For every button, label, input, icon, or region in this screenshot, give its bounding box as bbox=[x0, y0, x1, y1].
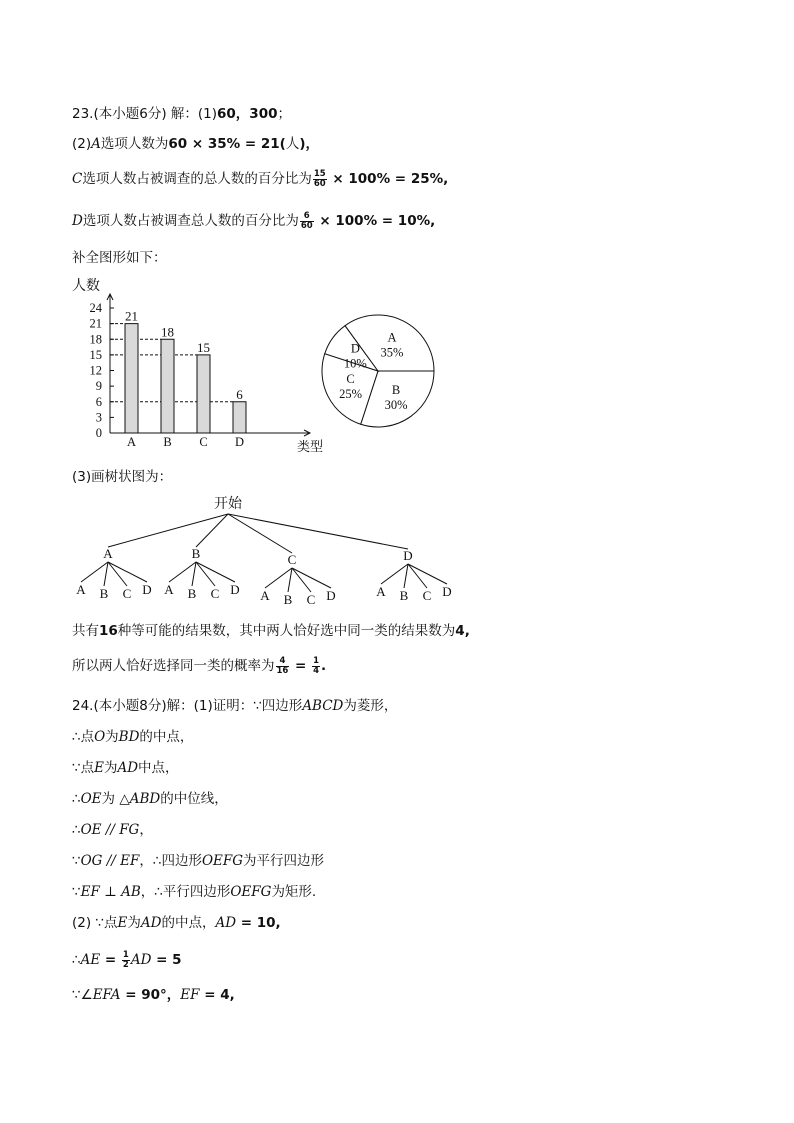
tree-branch bbox=[381, 564, 408, 584]
q24-line-6 bbox=[72, 851, 324, 871]
denominator: 4 bbox=[313, 665, 319, 676]
text: ∵ bbox=[72, 884, 81, 900]
math-var: OE bbox=[80, 791, 102, 807]
tree-branch bbox=[292, 568, 311, 592]
text: 为矩形. bbox=[271, 884, 317, 900]
text: ，∴平行四边形 bbox=[140, 884, 231, 900]
q23-answer-values: 60，300 bbox=[217, 106, 278, 122]
text: ∴ bbox=[72, 952, 81, 968]
text: ，∴四边形 bbox=[139, 853, 202, 869]
math-var: A bbox=[91, 136, 101, 152]
q23-line-7 bbox=[72, 621, 470, 641]
q24-line-1 bbox=[72, 696, 397, 716]
q23-line-4 bbox=[72, 211, 435, 231]
math-var: D bbox=[72, 213, 83, 229]
math-expr: OG // EF bbox=[80, 853, 140, 869]
q23-line-6: (3)画树状图为： bbox=[72, 469, 173, 485]
pie-percent-label: 35% bbox=[380, 345, 404, 360]
tree-level2-node: B bbox=[187, 586, 197, 601]
math-var: AE bbox=[80, 952, 101, 968]
math-var: AD bbox=[117, 760, 139, 776]
q23-punct: ； bbox=[277, 106, 291, 122]
denominator: 2 bbox=[122, 959, 129, 970]
bar-value-label: 18 bbox=[161, 324, 174, 340]
numerator: 15 bbox=[313, 168, 326, 179]
q23-line-5: 补全图形如下： bbox=[72, 250, 167, 266]
x-axis-label: 类型 bbox=[297, 439, 324, 454]
math-var: BD bbox=[118, 729, 140, 745]
tree-level1-node: A bbox=[103, 546, 113, 561]
text: ∴点 bbox=[72, 729, 95, 745]
tree-branch bbox=[288, 568, 292, 592]
bar-value-label: 15 bbox=[197, 339, 210, 355]
y-axis-label: 人数 bbox=[72, 279, 100, 294]
text: 的中点， bbox=[139, 729, 194, 745]
tree-branch bbox=[108, 562, 127, 586]
bar-c bbox=[197, 355, 210, 433]
tree-branch bbox=[108, 562, 147, 582]
x-tick-label: C bbox=[199, 435, 208, 449]
tree-branch bbox=[408, 564, 427, 588]
bar-value-label: 21 bbox=[125, 308, 138, 324]
text: ∴ bbox=[72, 791, 81, 807]
equals: = bbox=[100, 952, 121, 968]
q23-line-2 bbox=[72, 134, 319, 154]
tree-level2-node: A bbox=[260, 588, 270, 603]
text: ∴ bbox=[72, 822, 81, 838]
x-tick-label: B bbox=[163, 435, 172, 449]
math-var: OEFG bbox=[201, 853, 244, 869]
math-expr: 60 × 35% = 21( bbox=[168, 136, 286, 152]
math-expr: = 10, bbox=[236, 915, 281, 931]
text: 为 bbox=[105, 729, 119, 745]
tree-branch bbox=[408, 564, 447, 584]
tree-level2-node: A bbox=[376, 584, 386, 599]
pie-label: A bbox=[387, 330, 397, 345]
q23-line-8 bbox=[72, 656, 326, 676]
tree-level2-node: B bbox=[399, 588, 409, 603]
bar-chart bbox=[68, 272, 324, 454]
tree-level2-node: D bbox=[326, 588, 336, 603]
tree-level1-node: B bbox=[191, 546, 201, 561]
pie-label: C bbox=[346, 371, 355, 386]
tree-level2-node: D bbox=[142, 582, 152, 597]
q24-line-5 bbox=[72, 820, 153, 840]
text: 选项人数为 bbox=[100, 136, 169, 152]
count: 4, bbox=[455, 623, 470, 639]
text: ， bbox=[139, 822, 153, 838]
bar-d bbox=[233, 402, 246, 433]
tree-level1-node: D bbox=[403, 548, 413, 563]
y-tick-label: 18 bbox=[89, 332, 102, 347]
y-tick-label: 24 bbox=[89, 301, 102, 315]
tree-branch bbox=[192, 562, 196, 586]
part-label: (2) bbox=[72, 136, 92, 152]
tree-diagram bbox=[68, 492, 488, 612]
math-var: ABCD bbox=[302, 698, 344, 714]
pie-percent-label: 30% bbox=[384, 397, 408, 412]
q24-line-2 bbox=[72, 727, 193, 747]
text: 为菱形， bbox=[343, 698, 398, 714]
q23-line-3 bbox=[72, 169, 448, 189]
math-var: AD bbox=[140, 915, 162, 931]
math-var: EFA bbox=[92, 987, 121, 1003]
fraction bbox=[122, 951, 130, 970]
text: 种等可能的结果数，其中两人恰好选中同一类的结果数为 bbox=[117, 623, 456, 639]
tree-level2-node: C bbox=[210, 586, 220, 601]
y-tick-label: 6 bbox=[95, 394, 102, 409]
tree-branch bbox=[104, 562, 108, 586]
y-tick-label: 9 bbox=[95, 379, 102, 394]
q24-heading: 24.(本小题8分)解：(1)证明：∵四边形 bbox=[72, 698, 303, 714]
q24-line-10 bbox=[72, 985, 235, 1005]
math-var: ABD bbox=[129, 791, 161, 807]
math-var: EF bbox=[180, 987, 200, 1003]
tree-branch bbox=[292, 568, 331, 588]
math-expr: × 100% = 25%, bbox=[327, 171, 449, 187]
math-expr: × 100% = 10%, bbox=[314, 213, 436, 229]
text: 人 bbox=[285, 136, 300, 152]
denominator: 16 bbox=[276, 665, 289, 676]
tree-level2-node: B bbox=[283, 592, 293, 607]
math-expr: OE // FG bbox=[80, 822, 140, 838]
text: 为 bbox=[127, 915, 141, 931]
tree-level2-node: C bbox=[306, 592, 316, 607]
text: 为 bbox=[103, 760, 118, 776]
math-var: OEFG bbox=[230, 884, 272, 900]
bar-value-label: 6 bbox=[236, 386, 243, 402]
math-expr: = 5 bbox=[151, 952, 182, 968]
y-tick-label: 3 bbox=[95, 410, 102, 425]
text: ∵点 bbox=[72, 760, 95, 776]
tree-branch bbox=[404, 564, 408, 588]
text: 选项人数占被调查的总人数的百分比为 bbox=[82, 171, 312, 187]
pie-label: B bbox=[391, 382, 401, 397]
text: . bbox=[320, 658, 327, 674]
math-var: AD bbox=[130, 952, 152, 968]
numerator: 1 bbox=[122, 949, 129, 960]
tree-level2-node: B bbox=[99, 586, 109, 601]
tree-level2-node: D bbox=[230, 582, 240, 597]
tree-branch bbox=[81, 562, 108, 582]
text: 选项人数占被调查总人数的百分比为 bbox=[82, 213, 299, 229]
text: ∵∠ bbox=[72, 987, 93, 1003]
x-tick-label: D bbox=[234, 435, 245, 449]
math-expr: = 4, bbox=[199, 987, 235, 1003]
text: (2) ∵点 bbox=[72, 915, 118, 931]
text: )， bbox=[299, 136, 320, 152]
q24-line-4 bbox=[72, 789, 228, 809]
fraction bbox=[313, 170, 327, 189]
numerator: 1 bbox=[313, 655, 319, 666]
tree-level2-node: A bbox=[76, 582, 86, 597]
tree-level1-node: C bbox=[287, 552, 297, 567]
x-tick-label: A bbox=[126, 435, 137, 449]
tree-branch bbox=[169, 562, 196, 582]
tree-branch bbox=[108, 514, 228, 547]
q24-line-8 bbox=[72, 913, 281, 933]
y-tick-label: 15 bbox=[89, 347, 102, 362]
text: 为平行四边形 bbox=[243, 853, 325, 869]
math-var: C bbox=[72, 171, 83, 187]
y-tick-label: 21 bbox=[89, 316, 102, 331]
math-var: O bbox=[94, 729, 106, 745]
y-tick-label: 12 bbox=[89, 363, 102, 378]
denominator: 60 bbox=[313, 178, 326, 189]
equals: = bbox=[290, 658, 312, 674]
q24-line-3 bbox=[72, 758, 179, 778]
tree-level2-node: D bbox=[442, 584, 452, 599]
text: ∵ bbox=[72, 853, 81, 869]
text: 的中点， bbox=[161, 915, 216, 931]
count: 16 bbox=[99, 623, 118, 639]
fraction bbox=[300, 212, 314, 231]
text: 所以两人恰好选择同一类的概率为 bbox=[72, 658, 275, 674]
numerator: 4 bbox=[276, 657, 290, 667]
math-expr: EF ⊥ AB bbox=[80, 884, 141, 900]
pie-percent-label: 25% bbox=[339, 386, 363, 401]
tree-branch bbox=[196, 562, 235, 582]
text: 中点， bbox=[138, 760, 179, 776]
fraction bbox=[312, 657, 320, 676]
math-var: E bbox=[117, 915, 128, 931]
tree-level2-node: C bbox=[122, 586, 132, 601]
denominator: 60 bbox=[300, 220, 313, 231]
pie-chart bbox=[314, 307, 444, 437]
tree-branch bbox=[228, 514, 408, 549]
tree-branch bbox=[196, 514, 228, 547]
bar-a bbox=[125, 324, 138, 433]
tree-level2-node: C bbox=[422, 588, 432, 603]
pie-label: D bbox=[350, 341, 360, 356]
tree-level2-node: A bbox=[164, 582, 174, 597]
tree-branch bbox=[196, 562, 215, 586]
text: 为 △ bbox=[101, 791, 130, 807]
text: 的中位线， bbox=[160, 791, 228, 807]
bar-b bbox=[161, 339, 174, 433]
text: 共有 bbox=[72, 623, 99, 639]
q23-line-1 bbox=[72, 104, 291, 124]
q23-heading: 23.(本小题6分) 解：(1) bbox=[72, 106, 218, 122]
q24-line-9 bbox=[72, 950, 182, 970]
tree-root-label: 开始 bbox=[214, 497, 242, 512]
tree-branch bbox=[265, 568, 292, 588]
math-var: E bbox=[94, 760, 104, 776]
math-expr: = 90°， bbox=[120, 987, 181, 1003]
math-var: AD bbox=[215, 915, 237, 931]
y-tick-label: 0 bbox=[95, 426, 102, 440]
fraction bbox=[276, 657, 290, 676]
numerator: 6 bbox=[300, 212, 314, 222]
pie-percent-label: 10% bbox=[343, 356, 367, 371]
q24-line-7 bbox=[72, 882, 316, 902]
